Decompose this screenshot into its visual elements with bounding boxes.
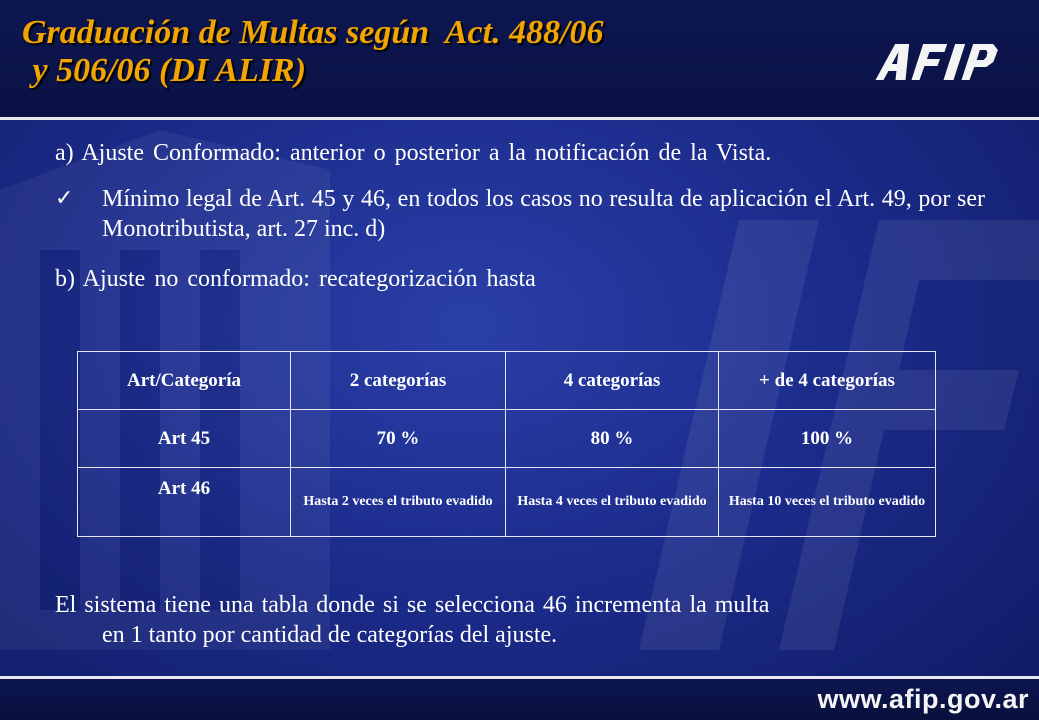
table-header-cell: 2 categorías (291, 352, 506, 410)
system-note-line-1: El sistema tiene una tabla donde si se selecciona 46 incrementa la multa (55, 592, 770, 618)
system-note-line-2: en 1 tanto por cantidad de categorías del ajuste. (102, 622, 558, 648)
item-a-text: a) Ajuste Conformado: anterior o posterior a la notificación de la Vista. (55, 140, 772, 166)
title-line-1: Graduación de Multas según Act. 488/06 (22, 14, 604, 51)
table-header-row (78, 352, 936, 410)
table-row (78, 468, 936, 537)
header-divider (0, 117, 1039, 120)
website-url: www.afip.gov.ar (817, 684, 1029, 714)
table-cell: Hasta 4 veces el tributo evadido (506, 468, 719, 537)
table-cell: 80 % (506, 410, 719, 468)
checkmark-item-text: Mínimo legal de Art. 45 y 46, en todos los casos no resulta de aplicación el Art. 49, por ser Monotributista, art. 27 inc. d) (102, 186, 985, 242)
table-cell: Hasta 10 veces el tributo evadido (719, 468, 936, 537)
table-row-label: Art 46 (78, 468, 291, 537)
table-header-cell: 4 categorías (506, 352, 719, 410)
table-header-cell: + de 4 categorías (719, 352, 936, 410)
title-line-2: y 506/06 (DI ALIR) (24, 52, 307, 89)
table-cell: Hasta 2 veces el tributo evadido (291, 468, 506, 537)
table-row (78, 410, 936, 468)
system-note-text (55, 590, 985, 650)
afip-logo (870, 40, 1010, 82)
slide-title (22, 14, 604, 90)
table-header-cell: Art/Categoría (78, 352, 291, 410)
item-b-text: b) Ajuste no conformado: recategorización hasta (55, 266, 536, 292)
checkmark-icon: ✓ (55, 186, 74, 211)
table-row-label: Art 45 (78, 410, 291, 468)
table-cell: 100 % (719, 410, 936, 468)
table-cell: 70 % (291, 410, 506, 468)
fines-table (77, 351, 936, 537)
